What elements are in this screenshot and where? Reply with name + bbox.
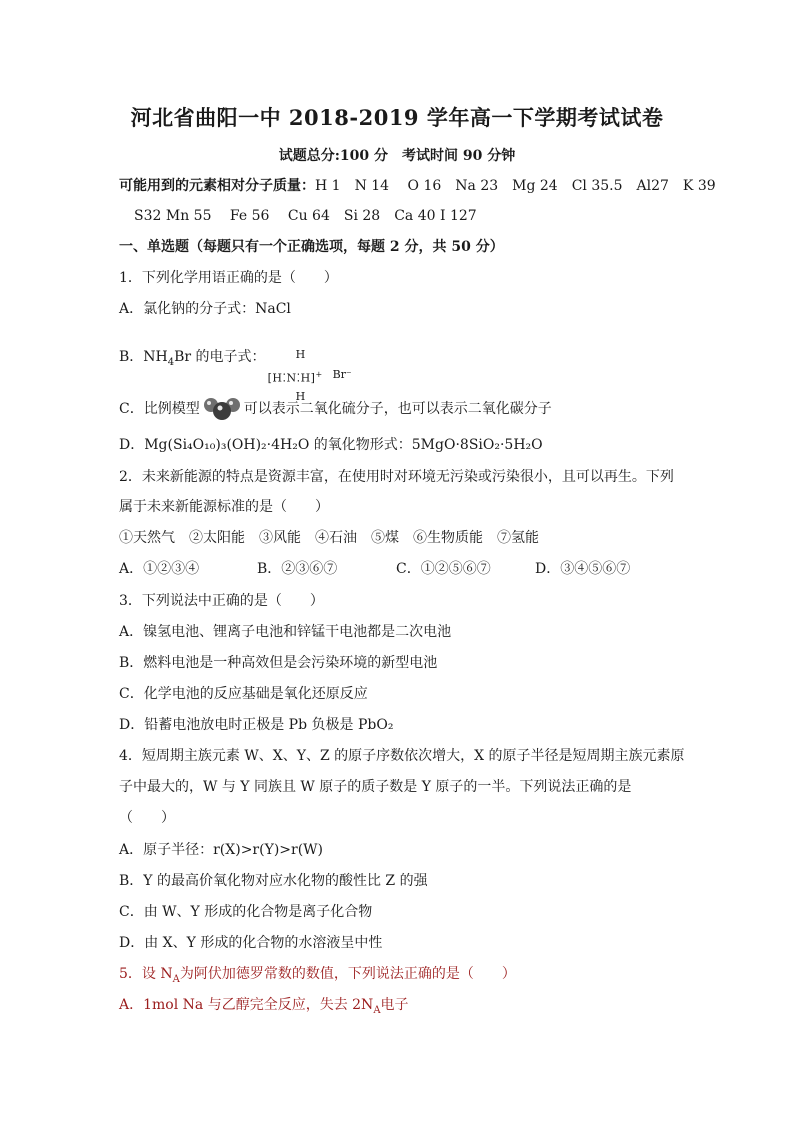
section-heading: 一、单选题（每题只有一个正确选项，每题 2 分，共 50 分） [119, 239, 504, 255]
question-4-option-b: B．Y 的最高价氧化物对应水化物的酸性比 Z 的强 [119, 873, 428, 889]
question-5-stem: 5．设 $N_A$为阿伏加德罗常数的数值，下列说法正确的是（ ） [119, 966, 516, 985]
exam-info: 试题总分:100 分 考试时间 90 分钟 [278, 148, 516, 164]
question-3-option-c: C．化学电池的反应基础是氧化还原反应 [119, 686, 368, 702]
question-2-option-a: A．①②③④ [119, 561, 200, 577]
question-2-option-b: B．②③⑥⑦ [257, 561, 338, 577]
question-4-option-a: A．原子半径：r(X)>r(Y)>r(W) [119, 842, 324, 858]
question-1-stem: 1．下列化学用语正确的是（ ） [119, 270, 338, 286]
question-4-stem-3: （ ） [119, 810, 175, 826]
question-4-option-d: D．由 X、Y 形成的化合物的水溶液呈中性 [119, 935, 383, 951]
question-1-option-b: B．$NH_4Br$ 的电子式： H [H⁚N⁚H]+ Br⁻ H [119, 330, 360, 390]
question-5-option-a: A．1mol Na 与乙醇完全反应，失去 $2N_A$电子 [119, 997, 409, 1016]
question-4-option-c: C．由 W、Y 形成的化合物是离子化合物 [119, 904, 373, 920]
question-3-stem: 3．下列说法中正确的是（ ） [119, 593, 324, 609]
question-4-stem-2: 子中最大的，W 与 Y 同族且 W 原子的质子数是 Y 原子的一半。下列说法正确的是 [119, 779, 632, 795]
atomic-masses-label: 可能用到的元素相对分子质量： [119, 178, 315, 194]
question-1-option-d: D．Mg(Si₄O₁₀)₃(OH)₂·4H₂O 的氧化物形式：5MgO·8SiO₂·5H₂O [119, 437, 543, 453]
atomic-masses-line2: S32 Mn 55 Fe 56 Cu 64 Si 28 Ca 40 I 127 [134, 208, 477, 224]
question-3-option-a: A．镍氢电池、锂离子电池和锌锰干电池都是二次电池 [119, 624, 452, 640]
question-1-option-c: C．比例模型 可以表示二氧化硫分子，也可以表示二氧化碳分子 [119, 394, 552, 424]
question-3-option-b: B．燃料电池是一种高效但是会污染环境的新型电池 [119, 655, 438, 671]
space-filling-model-icon [201, 394, 243, 424]
page-title: 河北省曲阳一中 2018-2019 学年高一下学期考试试卷 [130, 105, 664, 130]
question-2-stem-2: 属于未来新能源标准的是（ ） [119, 499, 329, 515]
question-2-items: ①天然气 ②太阳能 ③风能 ④石油 ⑤煤 ⑥生物质能 ⑦氢能 [119, 530, 539, 546]
question-2-option-c: C．①②⑤⑥⑦ [396, 561, 491, 577]
question-3-option-d: D．铅蓄电池放电时正极是 Pb 负极是 PbO₂ [119, 717, 394, 733]
question-4-stem-1: 4．短周期主族元素 W、X、Y、Z 的原子序数依次增大，X 的原子半径是短周期主族元素原 [119, 748, 685, 764]
ammonium-bromide-structure: H [H⁚N⁚H]+ Br⁻ H [267, 348, 352, 403]
question-1-option-a: A．氯化钠的分子式：NaCl [119, 301, 291, 317]
atomic-masses-values-1: H 1 N 14 O 16 Na 23 Mg 24 Cl 35.5 Al27 K 39 [315, 178, 716, 194]
question-2-stem-1: 2．未来新能源的特点是资源丰富，在使用时对环境无污染或污染很小，且可以再生。下列 [119, 469, 674, 485]
atomic-masses-line1 [119, 176, 716, 196]
question-2-option-d: D．③④⑤⑥⑦ [535, 561, 631, 577]
